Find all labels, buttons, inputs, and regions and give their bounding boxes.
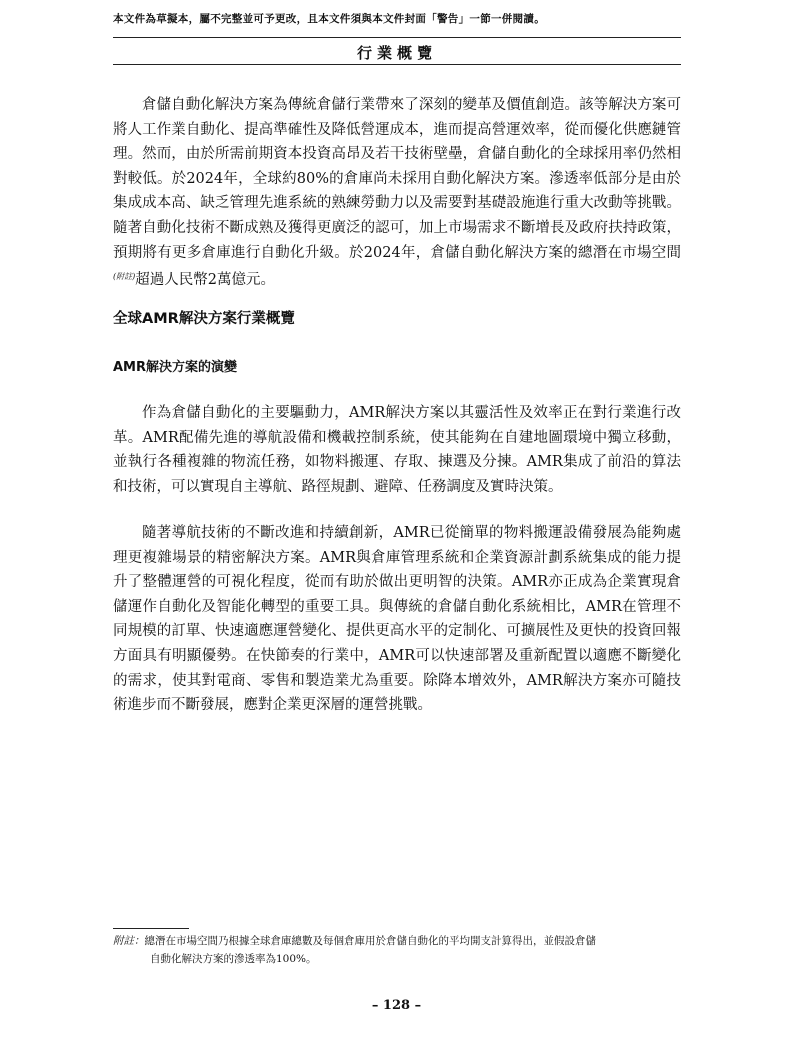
page-number: – 128 –	[371, 998, 422, 1013]
footnote-rule	[113, 928, 189, 929]
footnote-text-1: 總潛在市場空間乃根據全球倉庫總數及每個倉庫用於倉儲自動化的平均開支計算得出，並假設倉儲	[144, 935, 596, 947]
footnote-reference: (附註)	[113, 272, 136, 282]
intro-text-end: 超過人民幣2萬億元。	[135, 272, 275, 289]
intro-paragraph	[113, 93, 681, 293]
footnote	[113, 932, 685, 968]
page-section-title: 行業概覽	[356, 44, 437, 62]
footnote-label: 附註：	[113, 935, 145, 947]
intro-text: 倉儲自動化解決方案為傳統倉儲行業帶來了深刻的變革及價值創造。該等解決方案可將人工作業自動化、提高準確性及降低營運成本，進而提高營運效率，從而優化供應鏈管理。然而，由於所需前期資本投資高昂及若干技術壁壘，倉儲自動化的全球採用率仍然相對較低。於2024年，全球約80%的倉庫尚未採用自動化解決方案。滲透率低部分是由於集成成本高、缺乏管理先進系統的熟練勞動力以及需要對基礎設施進行重大改動等挑戰。隨著自動化技術不斷成熟及獲得更廣泛的認可，加上市場需求不斷增長及政府扶持政策，預期將有更多倉庫進行自動化升級。於2024年，倉儲自動化解決方案的總潛在市場空間	[113, 97, 681, 261]
heading-amr-evolution: AMR解決方案的演變	[113, 360, 238, 375]
header-rule-top	[113, 37, 681, 38]
paragraph-amr-innovation: 隨著導航技術的不斷改進和持續創新，AMR已從簡單的物料搬運設備發展為能夠處理更複雜場景的精密解決方案。AMR與倉庫管理系統和企業資源計劃系統集成的能力提升了整體運營的可視化程度，從而有助於做出更明智的決策。AMR亦正成為企業實現倉儲運作自動化及智能化轉型的重要工具。與傳統的倉儲自動化系統相比，AMR在管理不同規模的訂單、快速適應運營變化、提供更高水平的定制化、可擴展性及更快的投資回報方面具有明顯優勢。在快節奏的行業中，AMR可以快速部署及重新配置以適應不斷變化的需求，使其對電商、零售和製造業尤為重要。除降本增效外，AMR解決方案亦可隨技術進步而不斷發展，應對企業更深層的運營挑戰。	[113, 525, 681, 714]
paragraph-amr-drivers: 作為倉儲自動化的主要驅動力，AMR解決方案以其靈活性及效率正在對行業進行改革。AMR配備先進的導航設備和機載控制系統，使其能夠在自建地圖環境中獨立移動，並執行各種複雜的物流任務，如物料搬運、存取、揀選及分揀。AMR集成了前沿的算法和技術，可以實現自主導航、路徑規劃、避障、任務調度及實時決策。	[113, 405, 681, 495]
heading-global-amr-overview: 全球AMR解決方案行業概覽	[113, 311, 295, 327]
footnote-line-1	[113, 932, 685, 950]
header-rule-bottom	[113, 64, 681, 65]
draft-disclaimer: 本文件為草擬本，屬不完整並可予更改，且本文件須與本文件封面「警告」一節一併閱讀。	[113, 13, 545, 25]
footnote-line-2: 自動化解決方案的滲透率為100%。	[150, 953, 317, 965]
